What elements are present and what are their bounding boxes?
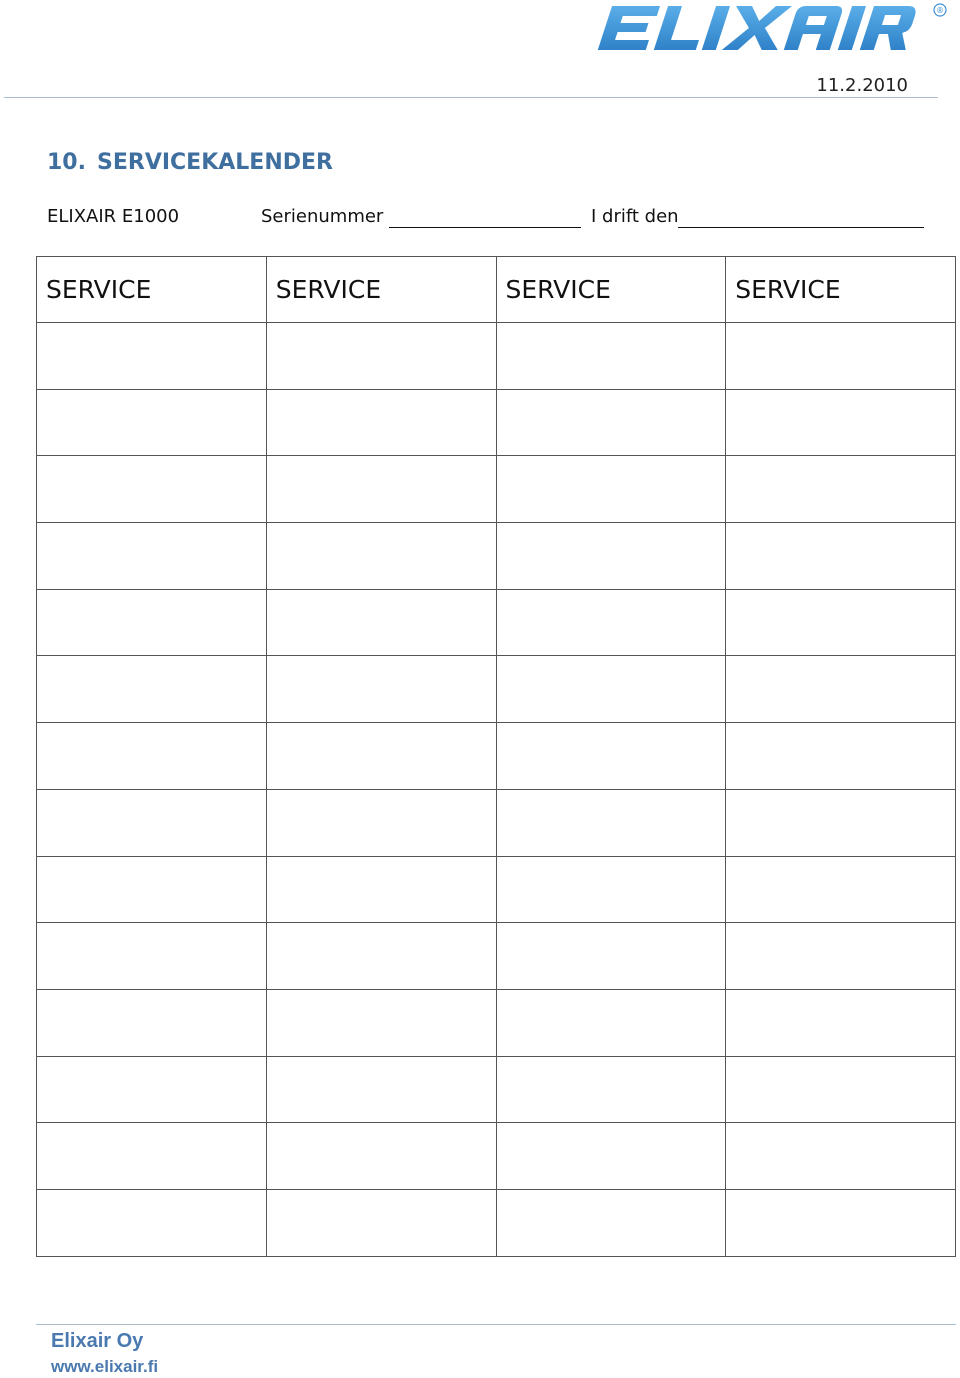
company-name: Elixair Oy — [51, 1330, 144, 1352]
service-entry-cell[interactable] — [726, 389, 956, 456]
service-entry-cell[interactable] — [37, 656, 267, 723]
service-entry-cell[interactable] — [496, 789, 726, 856]
service-entry-cell[interactable] — [726, 989, 956, 1056]
service-entry-cell[interactable] — [266, 523, 496, 590]
table-row — [37, 456, 956, 523]
service-entry-cell[interactable] — [37, 789, 267, 856]
service-entry-cell[interactable] — [266, 656, 496, 723]
service-entry-cell[interactable] — [266, 1123, 496, 1190]
service-entry-cell[interactable] — [726, 323, 956, 390]
service-entry-cell[interactable] — [496, 389, 726, 456]
service-entry-cell[interactable] — [496, 523, 726, 590]
service-entry-cell[interactable] — [496, 456, 726, 523]
service-entry-cell[interactable] — [726, 1189, 956, 1256]
table-row — [37, 989, 956, 1056]
section-number: 10. — [47, 150, 86, 175]
service-entry-cell[interactable] — [37, 1056, 267, 1123]
service-entry-cell[interactable] — [496, 323, 726, 390]
in-service-date-label: I drift den — [591, 206, 679, 227]
serial-number-field[interactable] — [389, 227, 581, 228]
section-heading — [47, 150, 333, 175]
table-header-row — [37, 257, 956, 323]
in-service-date-field[interactable] — [678, 227, 924, 228]
service-entry-cell[interactable] — [726, 856, 956, 923]
table-row — [37, 856, 956, 923]
table-row — [37, 589, 956, 656]
service-entry-cell[interactable] — [496, 723, 726, 790]
service-entry-cell[interactable] — [496, 1123, 726, 1190]
service-entry-cell[interactable] — [266, 923, 496, 990]
elixair-logo — [590, 0, 952, 56]
service-entry-cell[interactable] — [496, 856, 726, 923]
table-row — [37, 523, 956, 590]
service-entry-cell[interactable] — [37, 1123, 267, 1190]
service-entry-cell[interactable] — [37, 989, 267, 1056]
service-entry-cell[interactable] — [726, 923, 956, 990]
table-row — [37, 1123, 956, 1190]
service-table-body — [37, 323, 956, 1257]
service-entry-cell[interactable] — [37, 523, 267, 590]
service-entry-cell[interactable] — [37, 1189, 267, 1256]
service-entry-cell[interactable] — [726, 456, 956, 523]
service-entry-cell[interactable] — [266, 323, 496, 390]
service-entry-cell[interactable] — [726, 789, 956, 856]
column-header: SERVICE — [496, 257, 726, 323]
service-entry-cell[interactable] — [726, 656, 956, 723]
service-entry-cell[interactable] — [266, 723, 496, 790]
service-entry-cell[interactable] — [37, 923, 267, 990]
company-website-link[interactable]: www.elixair.fi — [51, 1357, 159, 1376]
table-row — [37, 656, 956, 723]
service-entry-cell[interactable] — [266, 789, 496, 856]
service-entry-cell[interactable] — [496, 656, 726, 723]
column-header: SERVICE — [266, 257, 496, 323]
service-entry-cell[interactable] — [266, 589, 496, 656]
service-entry-cell[interactable] — [496, 1189, 726, 1256]
service-entry-cell[interactable] — [726, 1056, 956, 1123]
table-row — [37, 789, 956, 856]
service-entry-cell[interactable] — [726, 723, 956, 790]
service-entry-cell[interactable] — [496, 1056, 726, 1123]
service-entry-cell[interactable] — [496, 589, 726, 656]
service-entry-cell[interactable] — [37, 723, 267, 790]
service-entry-cell[interactable] — [37, 323, 267, 390]
service-entry-cell[interactable] — [266, 989, 496, 1056]
service-entry-cell[interactable] — [266, 1189, 496, 1256]
service-entry-cell[interactable] — [266, 1056, 496, 1123]
service-entry-cell[interactable] — [37, 856, 267, 923]
service-entry-cell[interactable] — [496, 989, 726, 1056]
service-entry-cell[interactable] — [37, 589, 267, 656]
service-entry-cell[interactable] — [726, 523, 956, 590]
table-row — [37, 389, 956, 456]
serial-number-label: Serienummer — [261, 206, 384, 227]
service-entry-cell[interactable] — [496, 923, 726, 990]
table-row — [37, 1056, 956, 1123]
service-entry-cell[interactable] — [266, 856, 496, 923]
service-entry-cell[interactable] — [726, 589, 956, 656]
service-entry-cell[interactable] — [266, 389, 496, 456]
column-header: SERVICE — [726, 257, 956, 323]
table-row — [37, 1189, 956, 1256]
document-date: 11.2.2010 — [816, 75, 908, 96]
registered-mark: ® — [936, 6, 944, 15]
service-calendar-table — [36, 256, 956, 1257]
table-row — [37, 923, 956, 990]
section-title: SERVICEKALENDER — [97, 150, 333, 175]
column-header: SERVICE — [37, 257, 267, 323]
table-row — [37, 323, 956, 390]
service-entry-cell[interactable] — [37, 389, 267, 456]
service-entry-cell[interactable] — [37, 456, 267, 523]
model-label: ELIXAIR E1000 — [47, 206, 180, 227]
service-entry-cell[interactable] — [266, 456, 496, 523]
table-row — [37, 723, 956, 790]
footer-divider — [36, 1324, 956, 1325]
service-entry-cell[interactable] — [726, 1123, 956, 1190]
header-divider — [4, 97, 938, 98]
